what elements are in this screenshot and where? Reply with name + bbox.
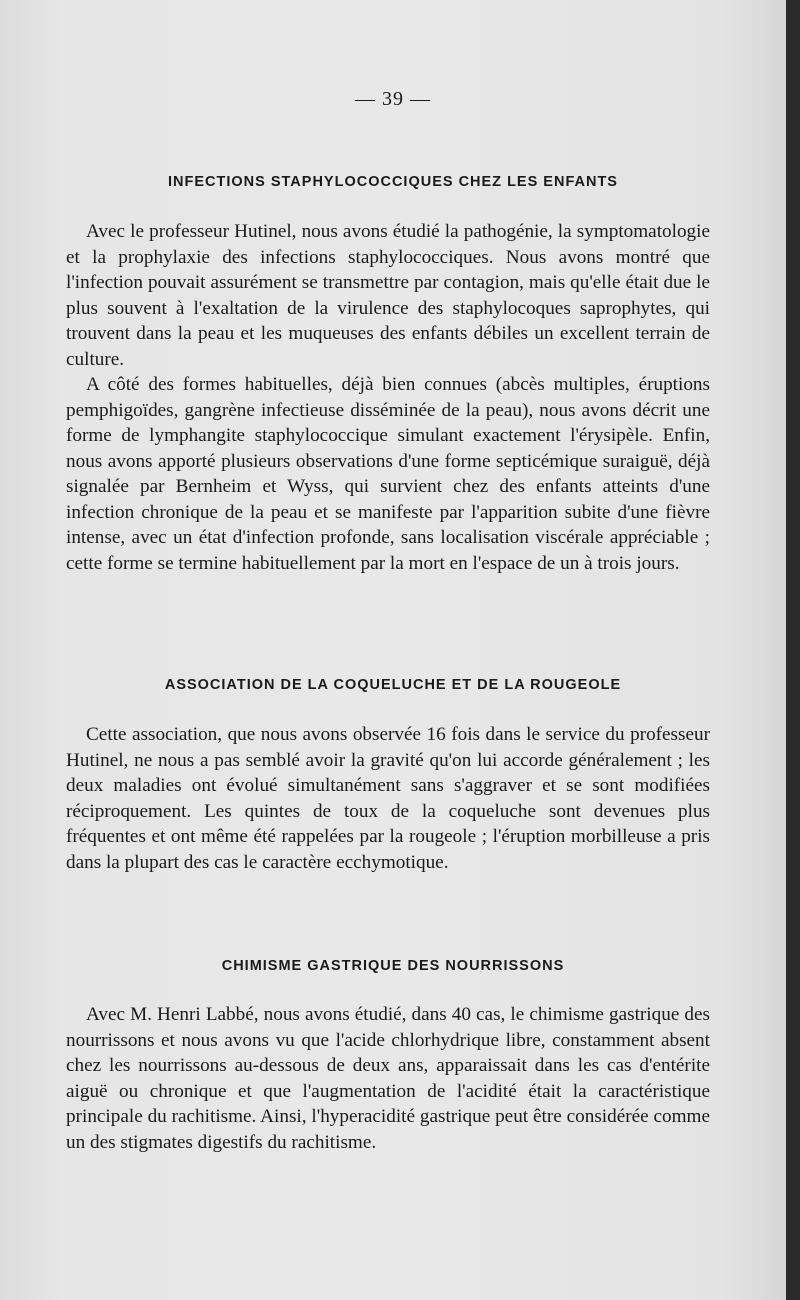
paragraph: Avec M. Henri Labbé, nous avons étudié, dans 40 cas, le chimisme gastrique des nourrissons et nous avons vu que l'acide chlorhydrique libre, constamment absent chez les nourrissons au-dessous de deux ans, apparaissait dans les cas d'entérite aiguë ou chronique et que l'augmentation de l'acidité était la caractéristique principale du rachitisme. Ainsi, l'hyperacidité gastrique peut être considérée comme un des stigmates digestifs du rachitisme. <box>66 1004 710 1153</box>
section-body-association <box>66 722 710 875</box>
section-heading-infections: INFECTIONS STAPHYLOCOCCIQUES CHEZ LES ENFANTS <box>168 174 618 190</box>
section-body-chimisme <box>66 1002 710 1155</box>
section-heading-chimisme: CHIMISME GASTRIQUE DES NOURRISSONS <box>221 958 565 974</box>
paragraph: Avec le professeur Hutinel, nous avons étudié la pathogénie, la symptomatologie et la prophylaxie des infections staphylococciques. Nous avons montré que l'infection pouvait assurément se transmettre par contagion, mais qu'elle était due le plus souvent à l'exaltation de la virulence des staphylocoques saprophytes, qui trouvent dans la peau et les muqueuses des enfants débiles un excellent terrain de culture. <box>66 221 710 370</box>
paragraph: A côté des formes habituelles, déjà bien connues (abcès multiples, éruptions pemphigoïdes, gangrène infectieuse disséminée de la peau), nous avons décrit une forme de lymphangite staphylococcique simulant exactement l'érysipèle. Enfin, nous avons apporté plusieurs observations d'une forme septicémique suraiguë, déjà signalée par Bernheim et Wyss, qui survient chez des enfants atteints d'une infection chronique de la peau et se manifeste par l'apparition subite d'une fièvre intense, avec un état d'infection profonde, sans localisation viscérale appréciable ; cette forme se termine habituellement par la mort en l'espace de un à trois jours. <box>66 374 710 574</box>
section-heading-association: ASSOCIATION DE LA COQUELUCHE ET DE LA ROUGEOLE <box>164 677 622 693</box>
paragraph: Cette association, que nous avons observée 16 fois dans le service du professeur Hutinel, ne nous a pas semblé avoir la gravité qu'on lui accorde généralement ; les deux maladies ont évolué simultanément sans s'aggraver et se sont modifiées réciproquement. Les quintes de toux de la coqueluche sont devenues plus fréquentes et ont même été rappelées par la rougeole ; l'éruption morbilleuse a pris dans la plupart des cas le caractère ecchymotique. <box>66 724 710 873</box>
section-body-infections <box>66 219 710 576</box>
page-number: — 39 — <box>355 88 431 110</box>
